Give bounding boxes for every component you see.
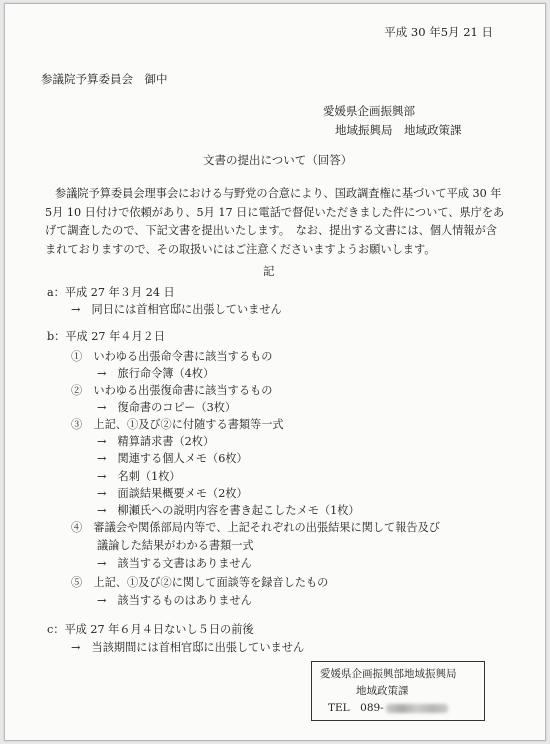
section-b-line: → 名刺（1枚） [97,470,181,483]
section-b-line: → 復命書のコピー（3枚） [97,401,237,414]
contact-box [311,661,485,721]
addressee: 参議院予算委員会 御中 [41,72,168,86]
section-b-line: → 精算請求書（2枚） [97,435,215,448]
section-c-item: → 当該期間には首相官邸に出張していません [71,641,305,654]
ki-heading: 記 [263,264,275,278]
section-b-line: → 該当する文書はありません [97,557,252,570]
document-page [4,3,546,741]
section-b-line: ④ 審議会や関係部局内等で、上記それぞれの出張結果に関して報告及び [71,521,440,534]
section-b-line: → 面談結果概要メモ（2枚） [97,487,248,500]
section-c-label: c：平成 27 年６月４日ないし５日の前後 [47,623,254,636]
contact-division: 地域政策課 [356,685,409,697]
section-b-line: ⑤ 上記、①及び②に関して面談等を録音したもの [71,576,329,589]
section-b-line: → 柳瀬氏への説明内容を書き起こしたメモ（1枚） [97,504,360,517]
section-b-line: → 関連する個人メモ（6枚） [97,452,248,465]
redacted-phone-number [386,704,448,713]
body-paragraph: 参議院予算委員会理事会における与野党の合意により、国政調査権に基づいて平成 30 年5月 10 日付けで依頼があり、5月 17 日に電話で督促いただきました件について、県庁をあげて調査したので、下記文書を提出いたします。 なお、提出する文書には、個人情報が含まれておりますので、その取扱いにはご注意くださいますようお願いします。 [45,187,505,256]
sender-division: 地域振興局 地域政策課 [335,123,462,137]
section-b-line: ② いわゆる出張復命書に該当するもの [71,384,273,397]
sender-department: 愛媛県企画振興部 [323,104,415,118]
document-title: 文書の提出について（回答） [203,153,353,167]
contact-phone [328,702,448,715]
section-b-label: b：平成 27 年４月２日 [47,330,166,343]
section-b-line: → 該当するものはありません [97,594,252,607]
document-date: 平成 30 年5月 21 日 [384,25,493,39]
contact-department: 愛媛県企画振興部地域振興局 [320,668,457,680]
section-b-line: ① いわゆる出張命令書に該当するもの [71,350,273,363]
section-b-line: ③ 上記、①及び②に付随する書類等一式 [71,418,284,431]
section-a-label: a：平成 27 年３月 24 日 [47,286,175,299]
contact-phone-prefix: TEL 089- [328,702,384,714]
section-a-item: → 同日には首相官邸に出張していません [71,303,282,316]
section-b-line: → 旅行命令簿（4枚） [97,367,215,380]
section-b-line: 議論した結果がわかる書類一式 [97,539,254,552]
